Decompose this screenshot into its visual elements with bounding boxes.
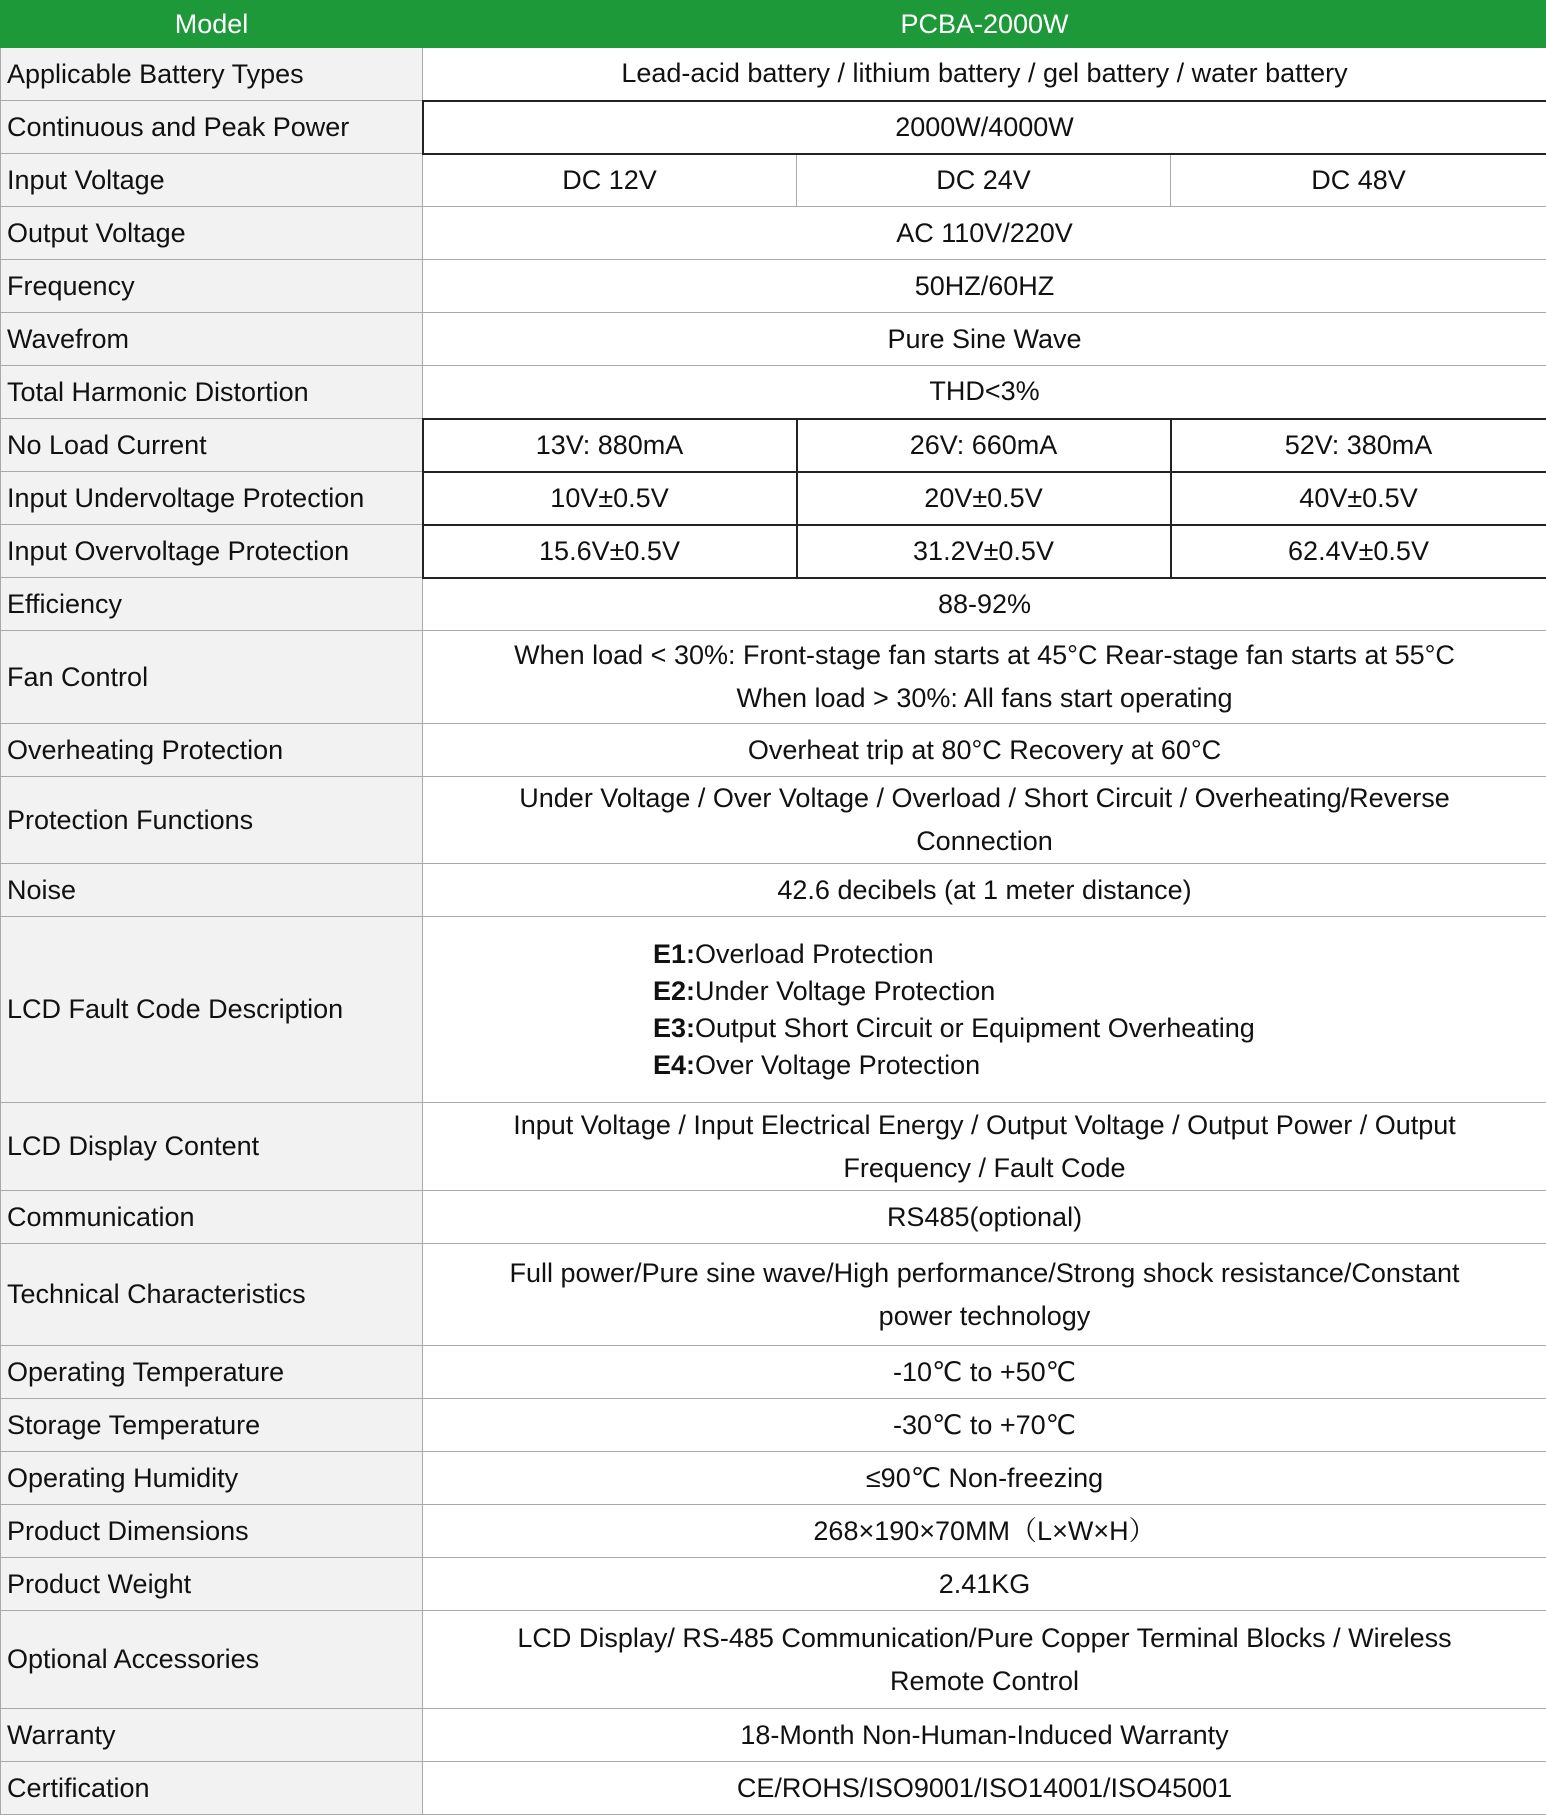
row-label: LCD Fault Code Description bbox=[1, 917, 423, 1103]
row-label: Warranty bbox=[1, 1709, 423, 1762]
row-label: LCD Display Content bbox=[1, 1103, 423, 1191]
row-label: Product Weight bbox=[1, 1558, 423, 1611]
row-label: Technical Characteristics bbox=[1, 1244, 423, 1346]
row-label: Applicable Battery Types bbox=[1, 48, 423, 101]
fan-control-line-1: When load < 30%: Front-stage fan starts at 45°C Rear-stage fan starts at 55°C bbox=[433, 634, 1536, 677]
row-value-12v: DC 12V bbox=[423, 154, 797, 207]
row-value-48v: 62.4V±0.5V bbox=[1171, 525, 1546, 578]
spec-row-battery-types bbox=[1, 48, 1546, 101]
spec-row-efficiency bbox=[1, 578, 1546, 631]
row-value-48v: 52V: 380mA bbox=[1171, 419, 1546, 472]
spec-row-operating-temp bbox=[1, 1346, 1546, 1399]
row-value-48v: 40V±0.5V bbox=[1171, 472, 1546, 525]
row-value: AC 110V/220V bbox=[423, 207, 1546, 260]
accessories-line-2: Remote Control bbox=[433, 1660, 1536, 1703]
row-label: Product Dimensions bbox=[1, 1505, 423, 1558]
row-label: Protection Functions bbox=[1, 777, 423, 864]
spec-row-overheating bbox=[1, 724, 1546, 777]
spec-row-undervoltage bbox=[1, 472, 1546, 525]
row-label: Output Voltage bbox=[1, 207, 423, 260]
spec-row-waveform bbox=[1, 313, 1546, 366]
fault-code-e1: E1:Overload Protection bbox=[653, 936, 1536, 973]
spec-row-no-load-current bbox=[1, 419, 1546, 472]
row-value: Overheat trip at 80°C Recovery at 60°C bbox=[423, 724, 1546, 777]
row-value-12v: 15.6V±0.5V bbox=[423, 525, 797, 578]
spec-row-accessories bbox=[1, 1611, 1546, 1709]
row-label: Certification bbox=[1, 1762, 423, 1815]
row-label: Frequency bbox=[1, 260, 423, 313]
technical-line-1: Full power/Pure sine wave/High performance/Strong shock resistance/Constant bbox=[433, 1252, 1536, 1295]
row-label: Operating Humidity bbox=[1, 1452, 423, 1505]
spec-row-communication bbox=[1, 1191, 1546, 1244]
row-label: Overheating Protection bbox=[1, 724, 423, 777]
row-value: RS485(optional) bbox=[423, 1191, 1546, 1244]
row-value: 268×190×70MM（L×W×H） bbox=[423, 1505, 1546, 1558]
row-label: Input Undervoltage Protection bbox=[1, 472, 423, 525]
row-value-12v: 10V±0.5V bbox=[423, 472, 797, 525]
row-label: Input Overvoltage Protection bbox=[1, 525, 423, 578]
spec-row-warranty bbox=[1, 1709, 1546, 1762]
row-value-24v: 31.2V±0.5V bbox=[797, 525, 1171, 578]
fault-code-list bbox=[423, 917, 1546, 1103]
spec-row-protection bbox=[1, 777, 1546, 864]
protection-line-1: Under Voltage / Over Voltage / Overload / Short Circuit / Overheating/Reverse bbox=[433, 777, 1536, 820]
row-value: 2000W/4000W bbox=[423, 101, 1546, 154]
spec-row-output-voltage bbox=[1, 207, 1546, 260]
technical-line-2: power technology bbox=[433, 1295, 1536, 1338]
row-value bbox=[423, 777, 1546, 864]
row-value: 18-Month Non-Human-Induced Warranty bbox=[423, 1709, 1546, 1762]
header-label: Model bbox=[1, 1, 423, 48]
spec-row-power bbox=[1, 101, 1546, 154]
spec-row-overvoltage bbox=[1, 525, 1546, 578]
row-value: -30℃ to +70℃ bbox=[423, 1399, 1546, 1452]
spec-row-lcd-display bbox=[1, 1103, 1546, 1191]
row-label: No Load Current bbox=[1, 419, 423, 472]
row-value bbox=[423, 1103, 1546, 1191]
row-value-24v: 20V±0.5V bbox=[797, 472, 1171, 525]
row-label: Fan Control bbox=[1, 631, 423, 724]
row-label: Continuous and Peak Power bbox=[1, 101, 423, 154]
row-value: CE/ROHS/ISO9001/ISO14001/ISO45001 bbox=[423, 1762, 1546, 1815]
header-model: PCBA-2000W bbox=[423, 1, 1546, 48]
spec-row-noise bbox=[1, 864, 1546, 917]
row-value: 50HZ/60HZ bbox=[423, 260, 1546, 313]
row-label: Operating Temperature bbox=[1, 1346, 423, 1399]
row-label: Optional Accessories bbox=[1, 1611, 423, 1709]
row-value: Pure Sine Wave bbox=[423, 313, 1546, 366]
row-label: Input Voltage bbox=[1, 154, 423, 207]
accessories-line-1: LCD Display/ RS-485 Communication/Pure Copper Terminal Blocks / Wireless bbox=[433, 1617, 1536, 1660]
row-value: Lead-acid battery / lithium battery / gel battery / water battery bbox=[423, 48, 1546, 101]
fault-code-e3: E3:Output Short Circuit or Equipment Overheating bbox=[653, 1010, 1536, 1047]
row-value: ≤90℃ Non-freezing bbox=[423, 1452, 1546, 1505]
fault-code-e2: E2:Under Voltage Protection bbox=[653, 973, 1536, 1010]
spec-row-frequency bbox=[1, 260, 1546, 313]
row-value: -10℃ to +50℃ bbox=[423, 1346, 1546, 1399]
lcd-display-line-2: Frequency / Fault Code bbox=[433, 1147, 1536, 1190]
spec-row-technical bbox=[1, 1244, 1546, 1346]
row-label: Communication bbox=[1, 1191, 423, 1244]
row-value: 88-92% bbox=[423, 578, 1546, 631]
row-label: Total Harmonic Distortion bbox=[1, 366, 423, 419]
row-value-24v: DC 24V bbox=[797, 154, 1171, 207]
protection-line-2: Connection bbox=[433, 820, 1536, 863]
spec-row-thd bbox=[1, 366, 1546, 419]
row-value bbox=[423, 631, 1546, 724]
spec-row-humidity bbox=[1, 1452, 1546, 1505]
header-row bbox=[1, 1, 1546, 48]
row-label: Noise bbox=[1, 864, 423, 917]
row-label: Wavefrom bbox=[1, 313, 423, 366]
spec-row-input-voltage bbox=[1, 154, 1546, 207]
spec-row-dimensions bbox=[1, 1505, 1546, 1558]
lcd-display-line-1: Input Voltage / Input Electrical Energy / Output Voltage / Output Power / Output bbox=[433, 1104, 1536, 1147]
row-value bbox=[423, 1244, 1546, 1346]
row-label: Efficiency bbox=[1, 578, 423, 631]
fault-code-e4: E4:Over Voltage Protection bbox=[653, 1047, 1536, 1084]
spec-row-weight bbox=[1, 1558, 1546, 1611]
spec-row-fault-codes bbox=[1, 917, 1546, 1103]
spec-row-fan-control bbox=[1, 631, 1546, 724]
row-value: THD<3% bbox=[423, 366, 1546, 419]
row-value: 2.41KG bbox=[423, 1558, 1546, 1611]
row-value-12v: 13V: 880mA bbox=[423, 419, 797, 472]
spec-row-storage-temp bbox=[1, 1399, 1546, 1452]
spec-row-certification bbox=[1, 1762, 1546, 1815]
row-value bbox=[423, 1611, 1546, 1709]
fan-control-line-2: When load > 30%: All fans start operating bbox=[433, 677, 1536, 720]
row-value: 42.6 decibels (at 1 meter distance) bbox=[423, 864, 1546, 917]
row-value-24v: 26V: 660mA bbox=[797, 419, 1171, 472]
row-value-48v: DC 48V bbox=[1171, 154, 1546, 207]
row-label: Storage Temperature bbox=[1, 1399, 423, 1452]
